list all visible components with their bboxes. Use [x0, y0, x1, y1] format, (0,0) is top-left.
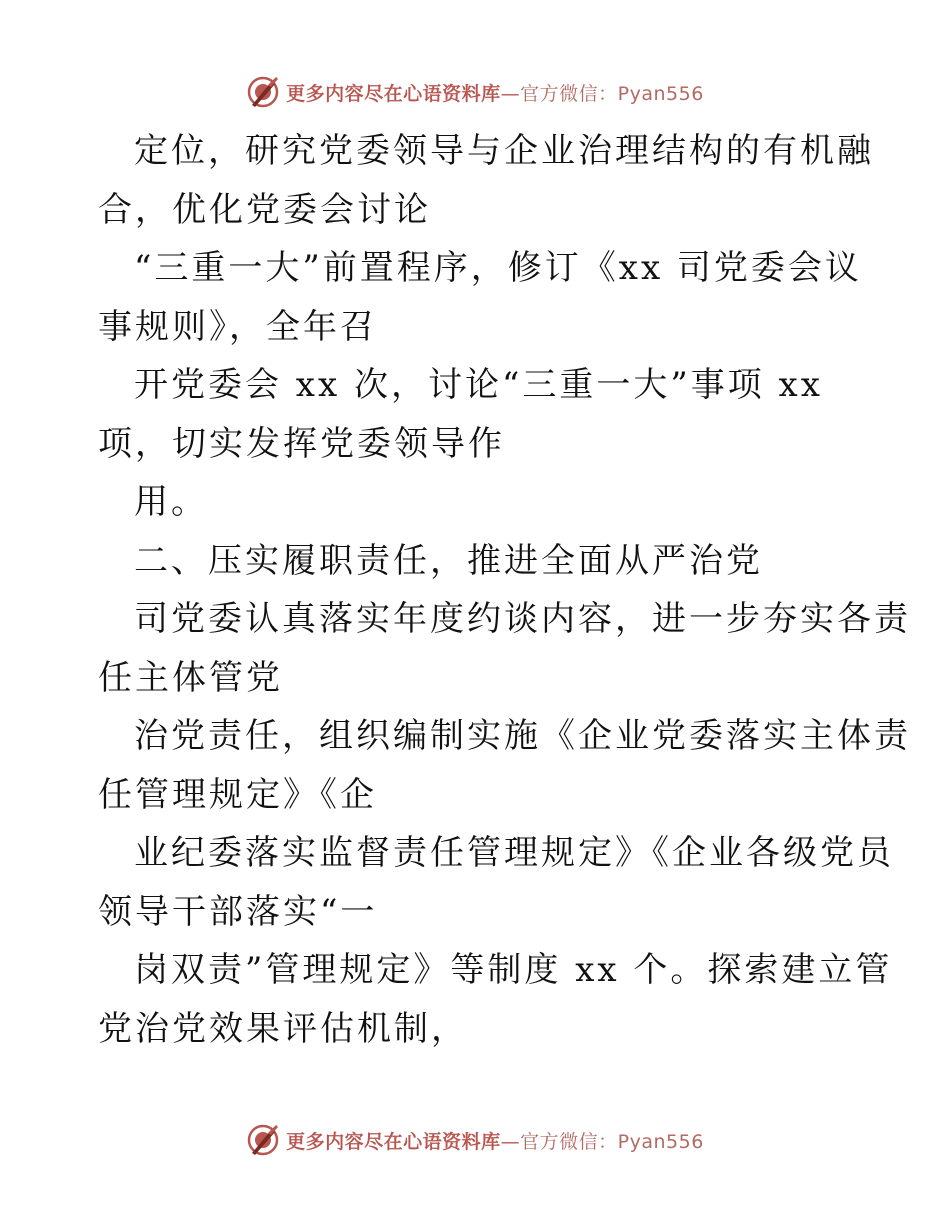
- quill-seal-icon: [246, 75, 280, 109]
- body-line: 事规则》，全年召: [98, 306, 377, 347]
- footer-brand-text: 更多内容尽在心语资料库: [286, 1130, 501, 1153]
- body-line: 领导干部落实“一: [98, 891, 378, 932]
- body-line: 司党委认真落实年度约谈内容，进一步夯实各责: [134, 599, 911, 639]
- header-brand-text: 更多内容尽在心语资料库: [286, 82, 501, 105]
- body-line: 业纪委落实监督责任管理规定》《企业各级党员: [134, 833, 894, 873]
- document-body: [98, 122, 911, 1058]
- footer-contact-text: 官方微信：Pyan556: [520, 1130, 704, 1153]
- body-line: 治党责任，组织编制实施《企业党委落实主体责: [134, 716, 911, 756]
- quill-seal-icon: [246, 1123, 280, 1157]
- body-line: 用。: [134, 482, 208, 522]
- header-contact-text: 官方微信：Pyan556: [520, 82, 704, 105]
- body-line: 合，优化党委会讨论: [98, 189, 431, 230]
- header-dash: —: [500, 82, 521, 105]
- body-line: 党治党效果评估机制，: [98, 1008, 468, 1049]
- body-line: 项，切实发挥党委领导作: [98, 423, 505, 464]
- body-line: 开党委会 xx 次，讨论“三重一大”事项 xx: [134, 365, 823, 405]
- body-line: 岗双责”管理规定》等制度 xx 个。探索建立管: [134, 950, 893, 990]
- footer-dash: —: [500, 1130, 521, 1153]
- footer-banner-text: [286, 1127, 704, 1154]
- section-heading: 二、压实履职责任，推进全面从严治党: [134, 540, 763, 581]
- body-line: 任主体管党: [98, 657, 283, 698]
- header-banner: [0, 72, 950, 112]
- body-line: “三重一大”前置程序，修订《xx 司党委会议: [134, 248, 862, 288]
- body-line: 定位，研究党委领导与企业治理结构的有机融: [134, 131, 874, 171]
- body-line: 任管理规定》《企: [98, 774, 377, 815]
- header-banner-text: [286, 79, 704, 106]
- footer-banner: [0, 1120, 950, 1160]
